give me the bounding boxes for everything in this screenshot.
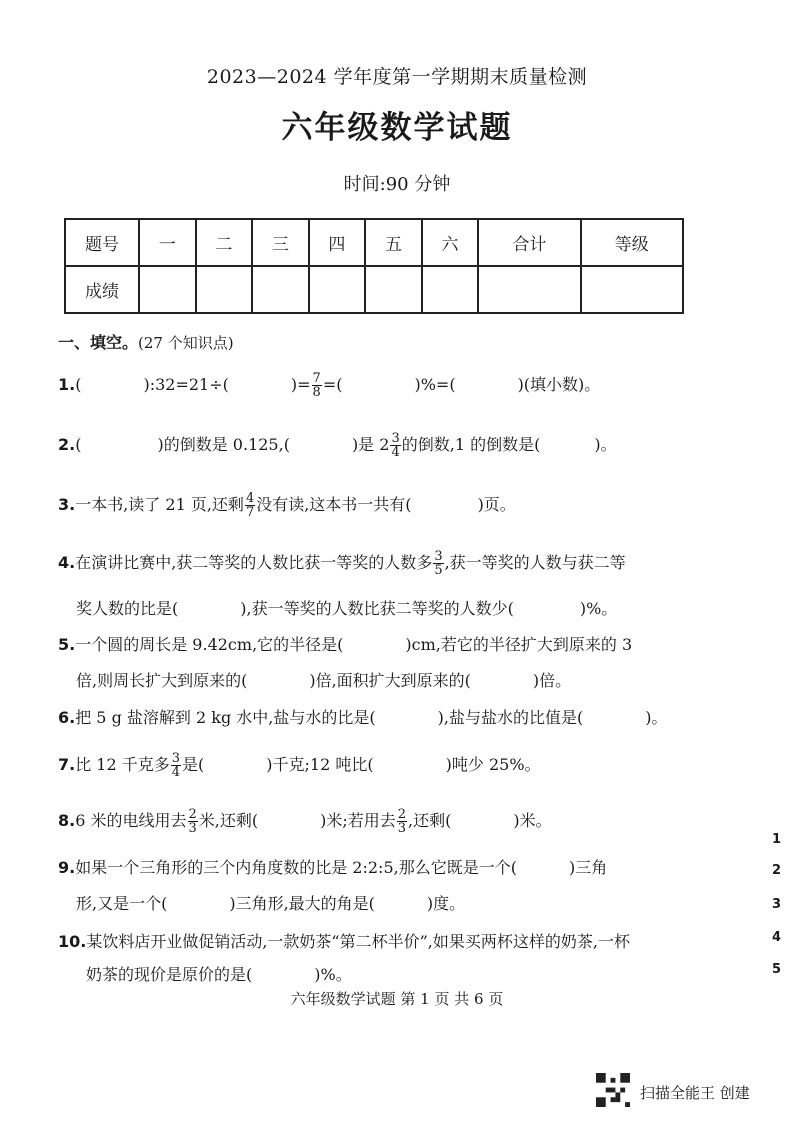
question-2: [58, 432, 617, 459]
exam-main-title: 六年级数学试题: [281, 110, 513, 146]
question-9-line-2: [76, 891, 465, 914]
score-input-cell[interactable]: [422, 266, 479, 313]
question-9: [58, 855, 607, 878]
fraction-numerator: 4: [245, 491, 255, 506]
question-text: )页。: [477, 495, 516, 514]
question-text: 倍,则周长扩大到原来的(: [76, 671, 248, 690]
question-text: )%=(: [414, 375, 456, 394]
question-text: ),盐与盐水的比值是(: [437, 708, 584, 727]
question-3: [58, 492, 516, 519]
score-input-cell[interactable]: [196, 266, 253, 313]
question-number: 3.: [58, 495, 76, 514]
question-5-line-2: [76, 668, 571, 691]
question-text: )%。: [314, 965, 352, 984]
edge-mark: 4: [772, 930, 782, 945]
question-text: 是(: [182, 755, 205, 774]
score-input-cell[interactable]: [365, 266, 422, 313]
fraction-denominator: 4: [171, 765, 181, 780]
question-text: )。: [645, 708, 668, 727]
question-4: [58, 550, 626, 577]
question-text: )=: [290, 375, 311, 394]
score-table-cell: 题号: [65, 219, 139, 266]
question-text: )%。: [579, 599, 618, 618]
fraction: [390, 432, 400, 459]
fraction-numerator: 3: [171, 751, 181, 766]
fraction-denominator: 5: [434, 563, 443, 578]
edge-mark: 5: [772, 962, 782, 977]
question-text: 的倒数,1 的倒数是(: [401, 435, 541, 454]
fraction-numerator: 2: [188, 807, 197, 822]
score-row-label: 成绩: [65, 266, 139, 313]
question-text: ):32=21÷(: [143, 375, 229, 394]
score-input-cell[interactable]: [252, 266, 309, 313]
question-text: )千克;12 吨比(: [266, 755, 374, 774]
question-text: 把 5 g 盐溶解到 2 kg 水中,盐与水的比是(: [75, 708, 376, 727]
fraction-denominator: 8: [312, 385, 321, 400]
section-heading: [58, 330, 234, 353]
edge-mark: 3: [772, 897, 782, 912]
question-text: )cm,若它的半径扩大到原来的 3: [405, 635, 633, 654]
question-text: (: [75, 435, 82, 454]
fraction-denominator: 3: [397, 821, 407, 836]
question-8: [58, 808, 552, 835]
question-4-line-2: [76, 596, 617, 619]
question-text: )三角形,最大的角是(: [229, 894, 375, 913]
edge-mark: 2: [772, 863, 782, 878]
fraction-denominator: 4: [391, 445, 400, 460]
question-text: )倍,面积扩大到原来的(: [309, 671, 471, 690]
question-number: 10.: [58, 932, 87, 951]
question-text: =(: [322, 375, 343, 394]
question-text: 米,还剩(: [198, 811, 259, 830]
question-5: [58, 632, 632, 655]
question-text: )度。: [426, 894, 466, 913]
question-text: )吨少 25%。: [445, 755, 541, 774]
score-input-cell[interactable]: [478, 266, 580, 313]
question-number: 2.: [58, 435, 76, 454]
page-footer: 六年级数学试题 第 1 页 共 6 页: [290, 990, 504, 1008]
question-number: 6.: [58, 708, 76, 727]
question-text: )三角: [568, 858, 608, 877]
exam-time-limit: 时间:90 分钟: [343, 174, 451, 195]
question-text: 没有读,这本书一共有(: [256, 495, 412, 514]
fraction: [397, 808, 407, 835]
fraction-denominator: 3: [188, 821, 197, 836]
question-text: ,获一等奖的人数与获二等: [444, 553, 626, 572]
question-text: 形,又是一个(: [76, 894, 168, 913]
question-text: )(填小数)。: [517, 375, 601, 394]
section-title: 一、填空。: [58, 333, 139, 352]
question-text: )米;若用去: [320, 811, 396, 830]
question-number: 9.: [58, 858, 76, 877]
question-text: 一个圆的周长是 9.42cm,它的半径是(: [75, 635, 344, 654]
question-text: 6 米的电线用去: [75, 811, 187, 830]
question-number: 7.: [58, 755, 76, 774]
fraction-denominator: 7: [245, 505, 255, 520]
exam-year-title: 2023—2024 学年度第一学期期末质量检测: [206, 66, 588, 88]
score-table-cell: 一: [139, 219, 196, 266]
qr-code-icon: [596, 1073, 630, 1107]
question-text: 奶茶的现价是原价的是(: [86, 965, 253, 984]
question-text: (: [75, 375, 82, 394]
question-text: )。: [594, 435, 617, 454]
question-text: 比 12 千克多: [75, 755, 170, 774]
score-input-cell[interactable]: [139, 266, 196, 313]
score-table-score-row: [65, 266, 683, 313]
question-text: )米。: [513, 811, 552, 830]
question-number: 1.: [58, 375, 76, 394]
question-6: [58, 705, 667, 728]
question-text: )倍。: [532, 671, 572, 690]
score-table-cell: 合计: [478, 219, 580, 266]
score-input-cell[interactable]: [581, 266, 683, 313]
score-table-header-row: [65, 219, 683, 266]
question-number: 8.: [58, 811, 76, 830]
question-text: ,还剩(: [408, 811, 452, 830]
question-text: )是 2: [351, 435, 390, 454]
question-10-line-2: [86, 962, 352, 985]
question-number: 5.: [58, 635, 76, 654]
question-text: 一本书,读了 21 页,还剩: [75, 495, 244, 514]
score-table: [64, 218, 684, 314]
score-table-cell: 六: [422, 219, 479, 266]
scanner-watermark-label: 扫描全能王 创建: [640, 1084, 750, 1102]
question-7: [58, 752, 541, 779]
question-text: 某饮料店开业做促销活动,一款奶茶“第二杯半价”,如果买两杯这样的奶茶,一杯: [86, 932, 630, 951]
score-table-cell: 等级: [581, 219, 683, 266]
fraction: [188, 808, 198, 835]
section-note: (27 个知识点): [138, 334, 234, 352]
score-table-cell: 二: [196, 219, 253, 266]
fraction-numerator: 3: [391, 431, 400, 446]
question-text: 在演讲比赛中,获二等奖的人数比获一等奖的人数多: [75, 553, 433, 572]
score-input-cell[interactable]: [309, 266, 366, 313]
question-text: 奖人数的比是(: [76, 599, 179, 618]
question-text: )的倒数是 0.125,(: [157, 435, 290, 454]
fraction: [245, 492, 255, 519]
score-table-cell: 五: [365, 219, 422, 266]
fraction: [312, 372, 322, 399]
fraction-numerator: 3: [434, 549, 443, 564]
score-table-cell: 四: [309, 219, 366, 266]
question-1: [58, 372, 600, 399]
fraction: [433, 550, 443, 577]
edge-mark: 1: [772, 832, 782, 847]
question-10: [58, 929, 630, 952]
fraction-numerator: 2: [397, 807, 407, 822]
question-text: ),获一等奖的人数比获二等奖的人数少(: [240, 599, 514, 618]
question-number: 4.: [58, 553, 76, 572]
fraction: [171, 752, 181, 779]
score-table-cell: 三: [252, 219, 309, 266]
fraction-numerator: 7: [312, 371, 321, 386]
question-text: 如果一个三角形的三个内角度数的比是 2:2:5,那么它既是一个(: [75, 858, 517, 877]
